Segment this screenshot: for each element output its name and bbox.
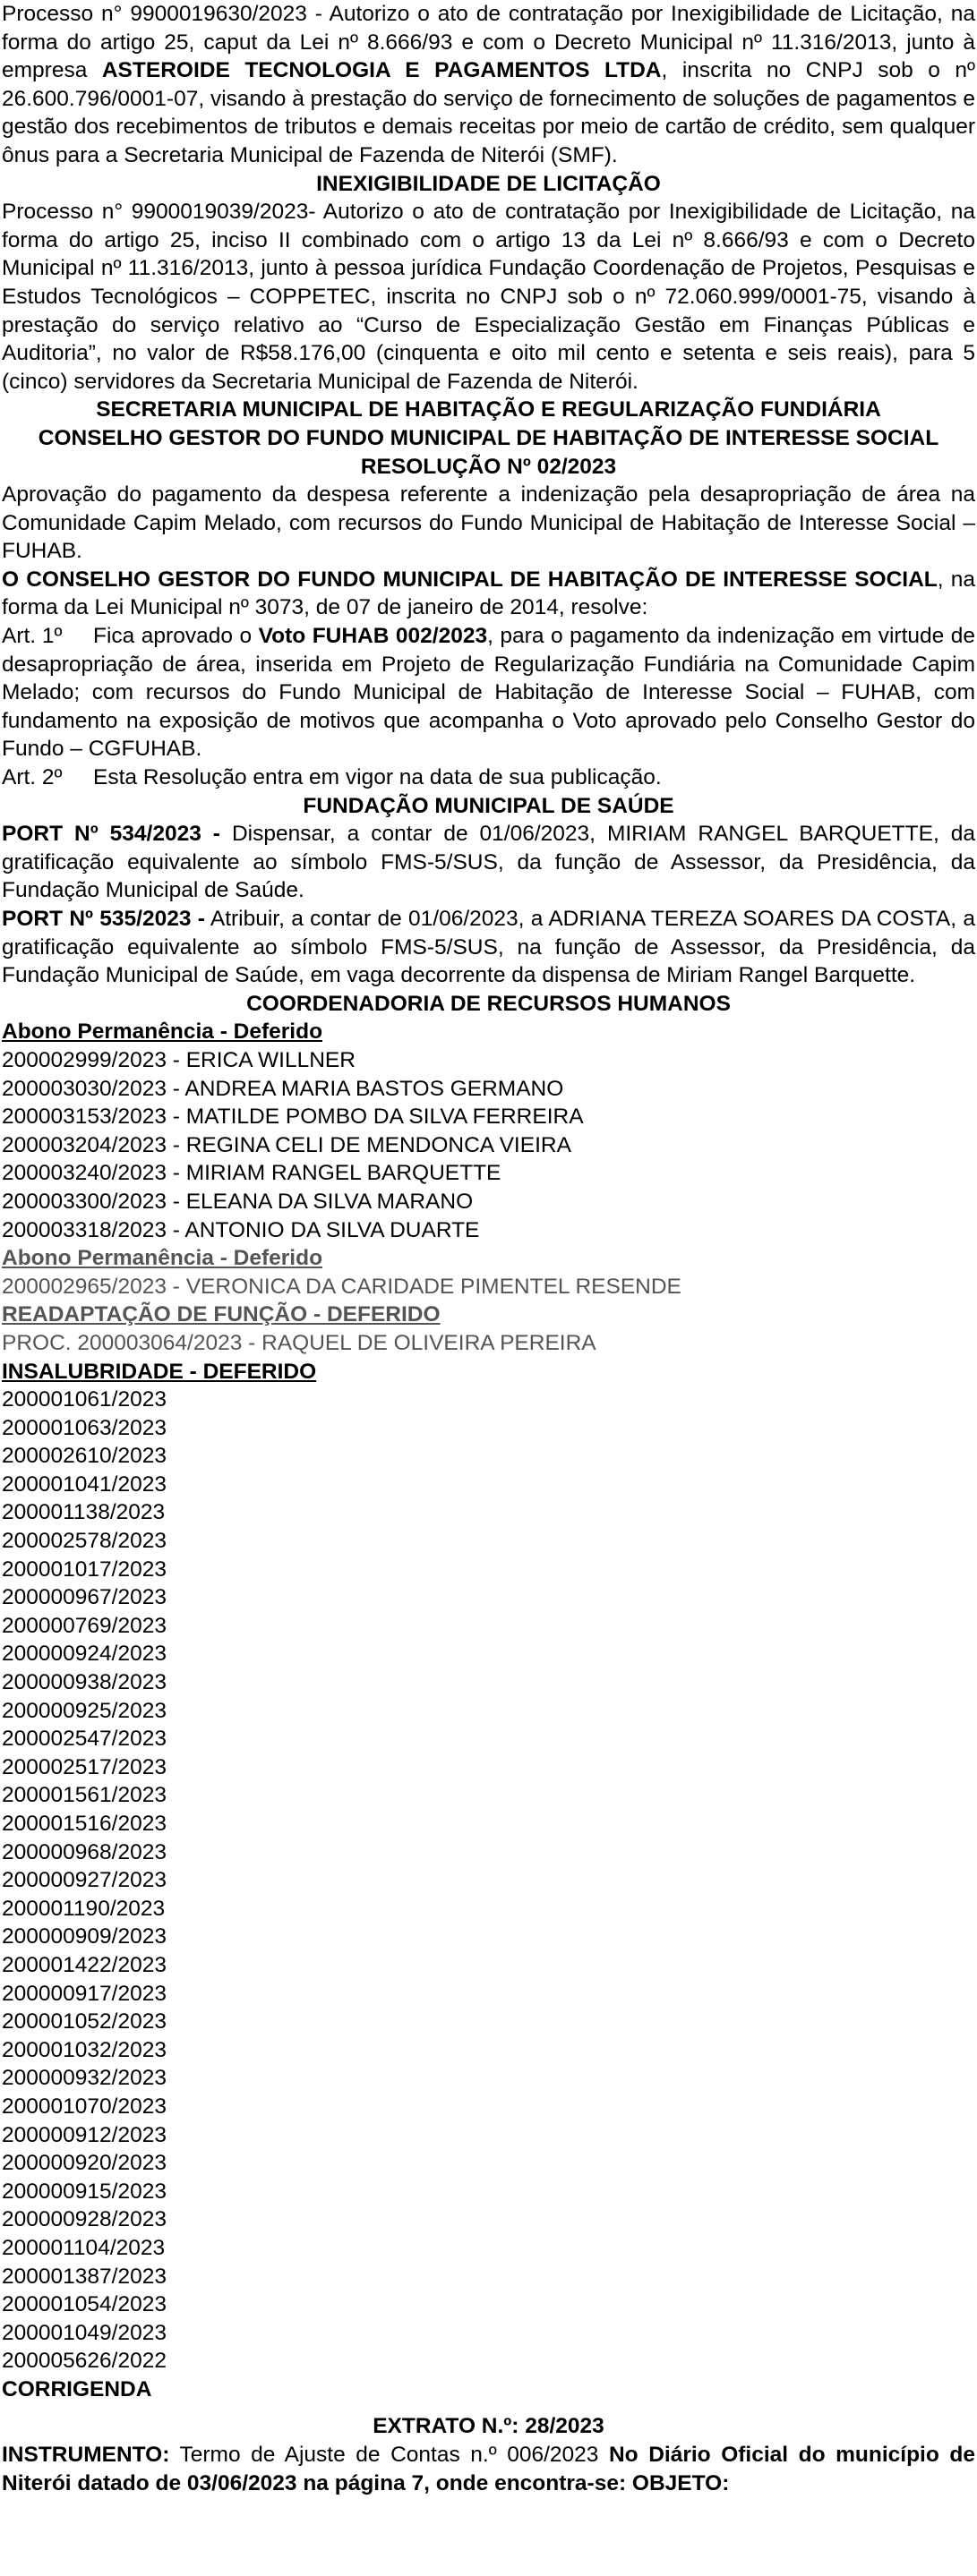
list-item: 200003204/2023 - REGINA CELI DE MENDONCA VIEIRA (2, 1132, 571, 1157)
article-label: Art. 2º (2, 765, 63, 790)
list-item: 200001070/2023 (2, 2094, 167, 2119)
portaria-534 (2, 820, 975, 905)
list-item: 200002610/2023 (2, 1444, 167, 1469)
list-item: 200001190/2023 (2, 1896, 166, 1921)
list-item: 200000927/2023 (2, 1868, 167, 1893)
list-item: 200001054/2023 (2, 2292, 167, 2317)
resolution-title: RESOLUÇÃO Nº 02/2023 (360, 454, 617, 479)
list-item: 200001063/2023 (2, 1415, 167, 1440)
section-heading-rh: COORDENADORIA DE RECURSOS HUMANOS (246, 991, 731, 1016)
list-item: 200000769/2023 (2, 1613, 167, 1638)
section-heading-habitacao: SECRETARIA MUNICIPAL DE HABITAÇÃO E REGULARIZAÇÃO FUNDIÁRIA (96, 397, 881, 422)
resolution-art-2 (2, 763, 975, 792)
section-heading-saude: FUNDAÇÃO MUNICIPAL DE SAÚDE (303, 793, 674, 818)
section-heading-conselho: CONSELHO GESTOR DO FUNDO MUNICIPAL DE HABITAÇÃO DE INTERESSE SOCIAL (38, 425, 939, 450)
list-item: 200001041/2023 (2, 1471, 167, 1497)
list-item: 200001104/2023 (2, 2235, 166, 2260)
list-item: 200000912/2023 (2, 2122, 167, 2147)
list-item: 200003153/2023 - MATILDE POMBO DA SILVA FERREIRA (2, 1105, 584, 1130)
text-segment: Processo n° 9900019630/2023 - Autorizo o ato de contratação por Inexigibilidade de Licitação, na forma do artigo 25, caput da Lei nº 8.666/93 e com o Decreto Municipal nº 11.316/2013, junto à empresa (2, 2, 975, 83)
list-item: 200001049/2023 (2, 2320, 167, 2345)
list-item: 200002965/2023 - VERONICA DA CARIDADE PIMENTEL RESENDE (2, 1274, 681, 1299)
list-item: 200005626/2022 (2, 2349, 167, 2374)
list-item: 200000909/2023 (2, 1924, 167, 1949)
insalubridade-title: INSALUBRIDADE - DEFERIDO (2, 1359, 317, 1384)
list-item: 200002999/2023 - ERICA WILLNER (2, 1047, 356, 1072)
corrigenda-title: CORRIGENDA (2, 2376, 152, 2401)
extrato-title: EXTRATO N.º: 28/2023 (373, 2414, 604, 2439)
instrument-label: INSTRUMENTO: (2, 2443, 170, 2468)
text-segment: , para o pagamento da indenização em virtude de desapropriação de área, inserida em Projeto de Regularização Fundiária na Comunidade Capim Melado; com recursos do Fundo Municipal de Habitação de Interesse Social – FUHAB, com fundamento na exposição de motivos que acompanha o Voto aprovado pelo Conselho Gestor do Fundo – CGFUHAB. (2, 624, 976, 762)
list-item: 200000932/2023 (2, 2066, 167, 2091)
text-segment: Termo de Ajuste de Contas n.º 006/2023 (169, 2443, 609, 2468)
text-segment: , na forma da Lei Municipal nº 3073, de 07 de janeiro de 2014, resolve: (2, 567, 975, 620)
list-item: 200000917/2023 (2, 1981, 167, 2006)
council-name: O CONSELHO GESTOR DO FUNDO MUNICIPAL DE HABITAÇÃO DE INTERESSE SOCIAL (2, 567, 938, 592)
portaria-number: PORT Nº 535/2023 - (2, 907, 205, 931)
paragraph-inexigibilidade-coppetec: Processo n° 9900019039/2023- Autorizo o ato de contratação por Inexigibilidade de Licitação, na forma do artigo 25, inciso II combinado com o artigo 13 da Lei nº 8.666/93 e com o Decreto Municipal nº 11.316/2013, junto à pessoa jurídica Fundação Coordenação de Projetos, Pesquisas e Estudos Tecnológicos – COPPETEC, inscrita no CNPJ sob o nº 72.060.999/0001-75, visando à prestação do serviço relativo ao “Curso de Especialização Gestão em Finanças Públicas e Auditoria”, no valor de R$58.176,00 (cinquenta e oito mil cento e setenta e seis reais), para 5 (cinco) servidores da Secretaria Municipal de Fazenda de Niterói. (2, 200, 975, 394)
list-item: 200002517/2023 (2, 1754, 167, 1779)
text-segment: No Diário Oficial do município de Niterói datado de 03/06/2023 na página 7, onde encontra-se: OBJETO: (2, 2443, 975, 2495)
vote-reference: Voto FUHAB 002/2023 (258, 624, 488, 649)
resolution-preamble (2, 566, 975, 622)
list-item: 200002547/2023 (2, 1727, 167, 1752)
list-item: 200001422/2023 (2, 1952, 167, 1977)
list-item: 200003030/2023 - ANDREA MARIA BASTOS GERMANO (2, 1076, 564, 1101)
extrato-instrumento (2, 2441, 975, 2497)
readaptacao-title: READAPTAÇÃO DE FUNÇÃO - DEFERIDO (2, 1302, 441, 1327)
abono-title-1: Abono Permanência - Deferido (2, 1019, 323, 1045)
list-item: 200002578/2023 (2, 1529, 167, 1554)
list-item: 200001061/2023 (2, 1387, 167, 1412)
list-item: 200003318/2023 - ANTONIO DA SILVA DUARTE (2, 1217, 480, 1242)
list-item: 200000925/2023 (2, 1698, 167, 1723)
paragraph-inexigibilidade-asteroide (2, 0, 975, 170)
list-item: 200000924/2023 (2, 1642, 167, 1667)
resolution-intro: Aprovação do pagamento da despesa referente a indenização pela desapropriação de área na Comunidade Capim Melado, com recursos do Fundo Municipal de Habitação de Interesse Social – FUHAB. (2, 482, 975, 564)
portaria-number: PORT Nº 534/2023 - (2, 822, 220, 847)
abono-list-1 (2, 1046, 975, 1244)
list-item: 200000938/2023 (2, 1670, 167, 1695)
list-item: 200001516/2023 (2, 1812, 167, 1836)
list-item: PROC. 200003064/2023 - RAQUEL DE OLIVEIRA PEREIRA (2, 1330, 596, 1355)
list-item: 200001017/2023 (2, 1557, 167, 1582)
text-segment: , inscrita no CNPJ sob o nº 26.600.796/0001-07, visando à prestação do serviço de fornecimento de soluções de pagamentos e gestão dos recebimentos de tributos e demais receitas por meio de cartão de crédito, sem qualquer ônus para a Secretaria Municipal de Fazenda de Niterói (SMF). (2, 58, 975, 167)
list-item: 200001052/2023 (2, 2009, 167, 2034)
list-item: 200000928/2023 (2, 2207, 167, 2232)
list-item: 200001032/2023 (2, 2037, 167, 2062)
abono-title-2: Abono Permanência - Deferido (2, 1246, 323, 1271)
section-heading-inexigibilidade: INEXIGIBILIDADE DE LICITAÇÃO (316, 171, 661, 196)
company-name: ASTEROIDE TECNOLOGIA E PAGAMENTOS LTDA (101, 58, 662, 83)
list-item: 200001561/2023 (2, 1783, 167, 1808)
article-label: Art. 1º (2, 624, 63, 649)
list-item: 200001387/2023 (2, 2264, 167, 2289)
insalubridade-list (2, 1386, 975, 2376)
resolution-art-1 (2, 622, 975, 763)
list-item: 200000920/2023 (2, 2151, 167, 2176)
text-segment: Atribuir, a contar de 01/06/2023, a ADRIANA TEREZA SOARES DA COSTA, a gratificação equivalente ao símbolo FMS-5/SUS, na função de Assessor, da Presidência, da Fundação Municipal de Saúde, em vaga decorrente da dispensa de Miriam Rangel Barquette. (2, 907, 975, 988)
portaria-535 (2, 905, 975, 990)
list-item: 200000967/2023 (2, 1585, 167, 1610)
list-item: 200003240/2023 - MIRIAM RANGEL BARQUETTE (2, 1161, 501, 1186)
list-item: 200000968/2023 (2, 1839, 167, 1864)
text-segment: Fica aprovado o (93, 624, 259, 649)
list-item: 200001138/2023 (2, 1500, 166, 1525)
list-item: 200000915/2023 (2, 2179, 167, 2204)
text-segment: Dispensar, a contar de 01/06/2023, MIRIAM RANGEL BARQUETTE, da gratificação equivalente ao símbolo FMS-5/SUS, da função de Assessor, da Presidência, da Fundação Municipal de Saúde. (2, 822, 975, 903)
text-segment: Esta Resolução entra em vigor na data de sua publicação. (93, 765, 662, 790)
list-item: 200003300/2023 - ELEANA DA SILVA MARANO (2, 1189, 474, 1214)
